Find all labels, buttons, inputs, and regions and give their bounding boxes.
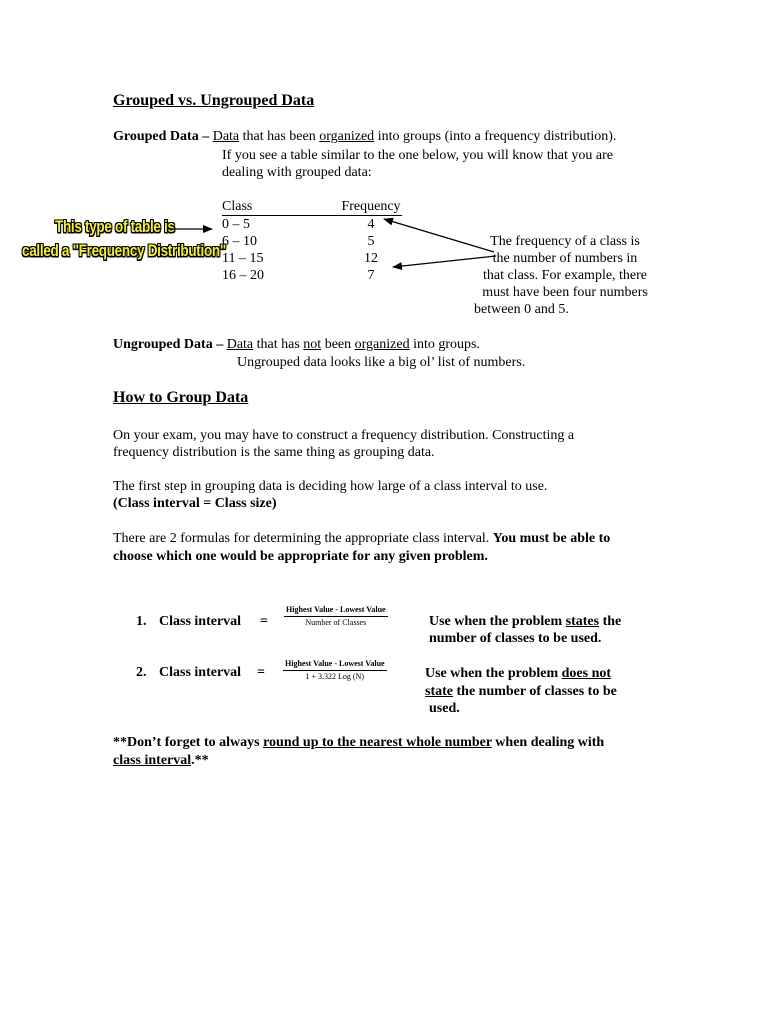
usage-emphasis: does not [561, 666, 612, 681]
usage-emphasis: states [565, 614, 600, 629]
frequency-cell: 12 [364, 251, 378, 266]
class-cell: 0 – 5 [222, 217, 250, 232]
frequency-cell: 4 [367, 217, 375, 232]
formula-equals: = [257, 665, 265, 680]
ungrouped-definition-line2: Ungrouped data looks like a big ol’ list of numbers. [237, 355, 526, 370]
ungrouped-mid: that has [253, 337, 304, 352]
col-class-header: Class [222, 198, 340, 216]
formula-usage-line1 [429, 613, 621, 630]
ungrouped-mid2: been [321, 337, 355, 352]
note-line2 [113, 752, 209, 769]
grouped-definition-line2: If you see a table similar to the one below, you will know that you are [222, 148, 613, 163]
page-title: Grouped vs. Ungrouped Data [113, 92, 315, 109]
not-word: not [303, 337, 322, 352]
ungrouped-post: into groups. [409, 337, 480, 352]
formula-label: Class interval [159, 614, 242, 629]
formula-equals: = [260, 614, 268, 629]
grouped-definition-line3: dealing with grouped data: [222, 165, 372, 180]
organized-word: organized [319, 129, 375, 144]
frequency-cell: 7 [367, 268, 375, 283]
callout-right [470, 233, 660, 318]
callout-right-line: must have been four numbers [482, 285, 648, 300]
data-word: Data [226, 337, 254, 352]
class-cell: 6 – 10 [222, 234, 257, 249]
note-line1 [113, 734, 604, 751]
formula-fraction [284, 605, 388, 628]
paragraph-line [113, 530, 610, 547]
ungrouped-term: Ungrouped Data – [113, 337, 224, 352]
plain-text: There are 2 formulas for determining the appropriate class interval. [113, 531, 493, 546]
formula-number: 2. [136, 665, 147, 680]
note-emphasis: class interval [113, 753, 192, 768]
fraction-numerator: Highest Value - Lowest Value [284, 605, 388, 617]
paragraph-line-bold: (Class interval = Class size) [113, 496, 277, 511]
note-emphasis: round up to the nearest whole number [263, 735, 492, 750]
usage-text: the number of classes to be [453, 684, 617, 699]
ungrouped-definition-line1 [113, 336, 480, 353]
class-cell: 16 – 20 [222, 268, 264, 283]
formula-usage-line2 [425, 683, 617, 700]
callout-right-line: between 0 and 5. [474, 302, 569, 317]
data-word: Data [212, 129, 240, 144]
usage-text: the [599, 614, 622, 629]
fraction-denominator: Number of Classes [305, 618, 367, 627]
callout-right-line: that class. For example, there [482, 268, 648, 283]
note-text: when dealing with [491, 735, 605, 750]
usage-text: Use when the problem [425, 666, 562, 681]
paragraph-line: On your exam, you may have to construct a frequency distribution. Constructing a [113, 428, 575, 443]
fraction-numerator: Highest Value - Lowest Value [283, 659, 387, 671]
formula-label: Class interval [159, 665, 242, 680]
formula-usage-line2: number of classes to be used. [429, 631, 602, 646]
formula-usage-line3: used. [429, 701, 460, 716]
def-mid: that has been [239, 129, 320, 144]
formula-usage-line1 [425, 665, 611, 682]
note-text: **Don’t forget to always [113, 735, 264, 750]
callout-right-line: the number of numbers in [492, 251, 638, 266]
usage-emphasis: state [425, 684, 453, 699]
frequency-cell: 5 [367, 234, 375, 249]
callout-left-line1: This type of table is [55, 217, 175, 236]
section-heading: How to Group Data [113, 389, 249, 406]
formula-fraction [283, 659, 387, 682]
def-post: into groups (into a frequency distribution). [374, 129, 617, 144]
paragraph-line: frequency distribution is the same thing as grouping data. [113, 445, 435, 460]
note-text: .** [191, 753, 209, 768]
usage-text: Use when the problem [429, 614, 566, 629]
col-frequency-header: Frequency [341, 199, 401, 214]
class-cell: 11 – 15 [222, 251, 264, 266]
bold-text: You must be able to [492, 531, 611, 546]
formula-number: 1. [136, 614, 147, 629]
callout-right-line: The frequency of a class is [490, 234, 640, 249]
paragraph-line-bold: choose which one would be appropriate for any given problem. [113, 549, 488, 564]
callout-left-line2: called a "Frequency Distribution" [22, 241, 226, 260]
paragraph-line: The first step in grouping data is deciding how large of a class interval to use. [113, 479, 548, 494]
fraction-denominator: 1 + 3.322 Log (N) [305, 672, 365, 681]
grouped-term: Grouped Data – [113, 129, 210, 144]
organized-word: organized [354, 337, 410, 352]
